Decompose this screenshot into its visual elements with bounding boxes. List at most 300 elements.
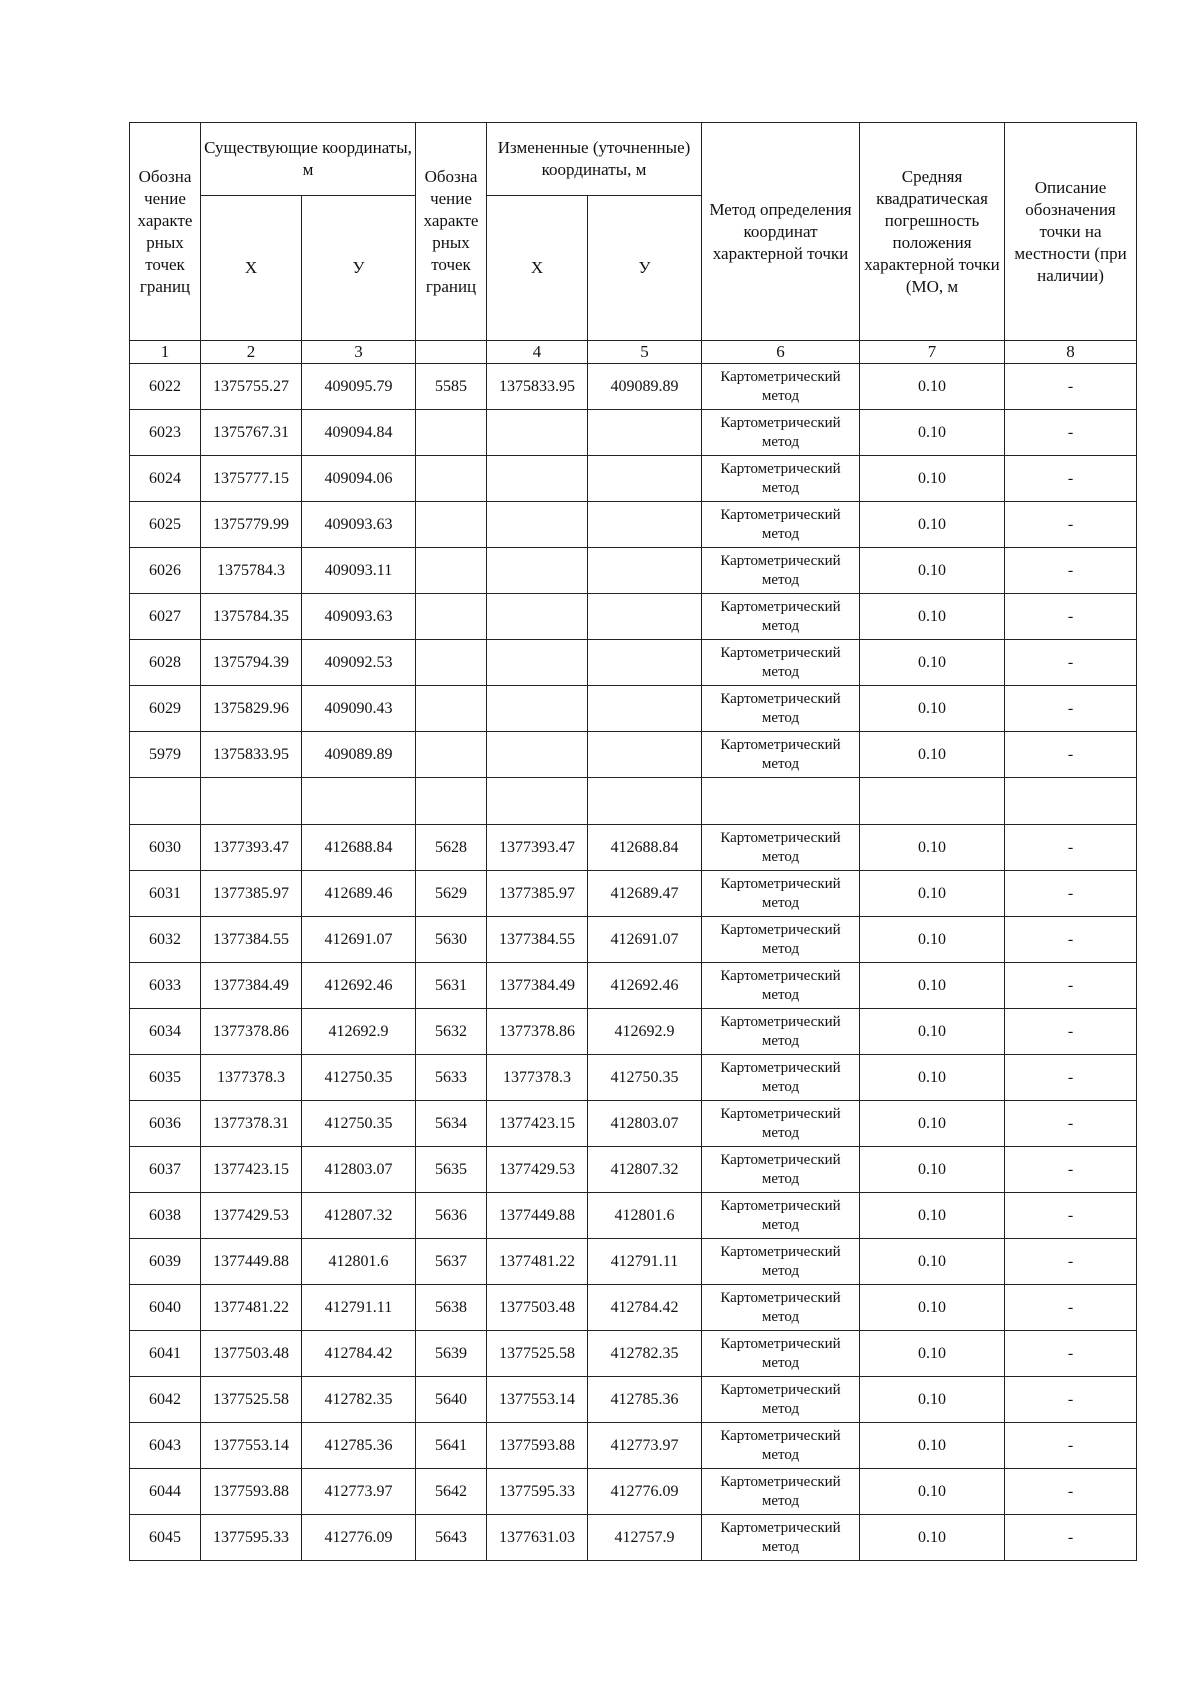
cell-point-id: 6044 — [130, 1469, 201, 1515]
cell-point-id: 6024 — [130, 456, 201, 502]
method-label: Картометрический метод — [720, 414, 841, 450]
cell-error: 0.10 — [860, 732, 1005, 778]
cell-existing-x: 1377385.97 — [201, 871, 302, 917]
cell-changed-y: 412692.46 — [588, 963, 702, 1009]
cell-point-id: 6031 — [130, 871, 201, 917]
cell-description: - — [1005, 410, 1137, 456]
cell-existing-y: 412785.36 — [302, 1423, 416, 1469]
column-numbers-row — [130, 341, 1137, 364]
cell-point-id: 6033 — [130, 963, 201, 1009]
cell-error: 0.10 — [860, 1147, 1005, 1193]
cell-existing-x: 1377481.22 — [201, 1285, 302, 1331]
cell-method — [702, 548, 860, 594]
cell-new-point-id: 5641 — [416, 1423, 487, 1469]
cell-point-id: 6029 — [130, 686, 201, 732]
table-row — [130, 1515, 1137, 1561]
cell-existing-y: 409095.79 — [302, 364, 416, 410]
cell-method — [702, 640, 860, 686]
table-row — [130, 594, 1137, 640]
cell-new-point-id — [416, 640, 487, 686]
header-error: Средняя квадратическая погрешность положения характерной точки (МО, м — [860, 123, 1005, 341]
cell-existing-y: 412750.35 — [302, 1055, 416, 1101]
cell-changed-x: 1377449.88 — [487, 1193, 588, 1239]
cell-point-id: 6023 — [130, 410, 201, 456]
cell-method — [702, 456, 860, 502]
cell-error: 0.10 — [860, 548, 1005, 594]
table-row — [130, 917, 1137, 963]
cell-error: 0.10 — [860, 825, 1005, 871]
header-changed-y: У — [588, 196, 702, 341]
cell-changed-x — [487, 732, 588, 778]
table-row — [130, 1193, 1137, 1239]
cell-existing-y: 412803.07 — [302, 1147, 416, 1193]
column-number: 3 — [302, 341, 416, 364]
cell-changed-y: 412776.09 — [588, 1469, 702, 1515]
cell-new-point-id: 5632 — [416, 1009, 487, 1055]
cell-description: - — [1005, 825, 1137, 871]
cell-existing-x: 1375767.31 — [201, 410, 302, 456]
table-header — [130, 123, 1137, 341]
cell-existing-y: 409090.43 — [302, 686, 416, 732]
header-method: Метод определения координат характерной точки — [702, 123, 860, 341]
cell-new-point-id: 5585 — [416, 364, 487, 410]
cell-existing-y: 412750.35 — [302, 1101, 416, 1147]
cell-point-id: 6027 — [130, 594, 201, 640]
table-row — [130, 732, 1137, 778]
cell-new-point-id: 5636 — [416, 1193, 487, 1239]
cell-changed-y: 412801.6 — [588, 1193, 702, 1239]
cell-description: - — [1005, 686, 1137, 732]
cell-existing-x: 1375755.27 — [201, 364, 302, 410]
cell-error: 0.10 — [860, 594, 1005, 640]
column-number: 7 — [860, 341, 1005, 364]
cell-changed-x — [487, 548, 588, 594]
cell-changed-y — [588, 594, 702, 640]
cell-method — [702, 502, 860, 548]
cell-description: - — [1005, 364, 1137, 410]
cell-existing-x: 1377378.31 — [201, 1101, 302, 1147]
cell-existing-y: 409093.63 — [302, 594, 416, 640]
cell-description: - — [1005, 1469, 1137, 1515]
column-number — [416, 341, 487, 364]
cell-changed-y: 412784.42 — [588, 1285, 702, 1331]
method-label: Картометрический метод — [720, 1473, 841, 1509]
table-row — [130, 1101, 1137, 1147]
cell-point-id: 6026 — [130, 548, 201, 594]
cell-existing-x: 1377553.14 — [201, 1423, 302, 1469]
table-row — [130, 1331, 1137, 1377]
table-row — [130, 963, 1137, 1009]
cell-point-id: 6045 — [130, 1515, 201, 1561]
cell-changed-x: 1377393.47 — [487, 825, 588, 871]
cell-new-point-id: 5630 — [416, 917, 487, 963]
cell-existing-x: 1377378.3 — [201, 1055, 302, 1101]
cell-changed-y — [588, 410, 702, 456]
cell-new-point-id: 5637 — [416, 1239, 487, 1285]
cell-changed-x: 1377385.97 — [487, 871, 588, 917]
cell-method — [702, 686, 860, 732]
header-description: Описание обозначения точки на местности (при наличии) — [1005, 123, 1137, 341]
cell-point-id: 6022 — [130, 364, 201, 410]
method-label: Картометрический метод — [720, 1335, 841, 1371]
table-row — [130, 548, 1137, 594]
cell-changed-x — [487, 594, 588, 640]
method-label: Картометрический метод — [720, 1105, 841, 1141]
column-number: 2 — [201, 341, 302, 364]
cell-new-point-id — [416, 410, 487, 456]
cell-description: - — [1005, 1147, 1137, 1193]
cell-existing-y: 412692.46 — [302, 963, 416, 1009]
cell-existing-y: 412807.32 — [302, 1193, 416, 1239]
cell-existing-x: 1377595.33 — [201, 1515, 302, 1561]
table-row — [130, 1377, 1137, 1423]
cell-description: - — [1005, 917, 1137, 963]
cell-point-id: 6043 — [130, 1423, 201, 1469]
cell-method — [702, 1331, 860, 1377]
cell-new-point-id: 5635 — [416, 1147, 487, 1193]
table-row — [130, 410, 1137, 456]
cell-method — [702, 1239, 860, 1285]
table-row — [130, 1147, 1137, 1193]
cell-changed-x: 1377481.22 — [487, 1239, 588, 1285]
header-existing-coordinates: Существующие координаты, м — [201, 123, 416, 196]
cell-existing-x: 1375779.99 — [201, 502, 302, 548]
cell-existing-x: 1377525.58 — [201, 1377, 302, 1423]
cell-existing-y: 412691.07 — [302, 917, 416, 963]
cell-changed-y — [588, 732, 702, 778]
column-number: 8 — [1005, 341, 1137, 364]
cell-new-point-id: 5640 — [416, 1377, 487, 1423]
cell-error: 0.10 — [860, 1423, 1005, 1469]
cell-changed-x: 1377378.86 — [487, 1009, 588, 1055]
cell-existing-x: 1377593.88 — [201, 1469, 302, 1515]
cell-point-id: 6035 — [130, 1055, 201, 1101]
table-row — [130, 456, 1137, 502]
cell-method — [702, 1101, 860, 1147]
cell-existing-x: 1375829.96 — [201, 686, 302, 732]
cell-method — [702, 594, 860, 640]
cell-method — [702, 917, 860, 963]
cell-new-point-id: 5631 — [416, 963, 487, 1009]
cell-changed-x: 1377384.49 — [487, 963, 588, 1009]
cell-point-id: 6039 — [130, 1239, 201, 1285]
cell-changed-x: 1377378.3 — [487, 1055, 588, 1101]
cell-changed-y — [588, 456, 702, 502]
cell-changed-y — [588, 686, 702, 732]
table-row — [130, 1009, 1137, 1055]
method-label: Картометрический метод — [720, 1381, 841, 1417]
table-row — [130, 640, 1137, 686]
cell-new-point-id: 5634 — [416, 1101, 487, 1147]
cell-changed-x: 1377553.14 — [487, 1377, 588, 1423]
method-label: Картометрический метод — [720, 644, 841, 680]
table-row — [130, 1239, 1137, 1285]
cell-existing-y: 412791.11 — [302, 1285, 416, 1331]
cell-existing-x: 1375833.95 — [201, 732, 302, 778]
cell-point-id: 6036 — [130, 1101, 201, 1147]
cell-error: 0.10 — [860, 502, 1005, 548]
cell-error: 0.10 — [860, 963, 1005, 1009]
blank-separator-row — [130, 778, 1137, 825]
cell-new-point-id — [416, 548, 487, 594]
cell-error: 0.10 — [860, 364, 1005, 410]
header-changed-coordinates: Измененные (уточненные) координаты, м — [487, 123, 702, 196]
column-number: 4 — [487, 341, 588, 364]
cell-point-id: 6030 — [130, 825, 201, 871]
cell-error: 0.10 — [860, 1285, 1005, 1331]
cell-point-id: 6025 — [130, 502, 201, 548]
table-row — [130, 825, 1137, 871]
cell-existing-x: 1377393.47 — [201, 825, 302, 871]
cell-error: 0.10 — [860, 1515, 1005, 1561]
cell-new-point-id: 5633 — [416, 1055, 487, 1101]
cell-new-point-id: 5639 — [416, 1331, 487, 1377]
cell-method — [702, 825, 860, 871]
cell-changed-x: 1377525.58 — [487, 1331, 588, 1377]
cell-new-point-id: 5638 — [416, 1285, 487, 1331]
table-row — [130, 1285, 1137, 1331]
cell-changed-y: 412803.07 — [588, 1101, 702, 1147]
method-label: Картометрический метод — [720, 1197, 841, 1233]
cell-changed-x — [487, 502, 588, 548]
cell-existing-x: 1377384.55 — [201, 917, 302, 963]
cell-changed-y: 412691.07 — [588, 917, 702, 963]
cell-new-point-id: 5643 — [416, 1515, 487, 1561]
cell-point-id: 6038 — [130, 1193, 201, 1239]
cell-error: 0.10 — [860, 1331, 1005, 1377]
cell-error: 0.10 — [860, 1377, 1005, 1423]
blank-cell — [588, 778, 702, 825]
cell-changed-y: 412688.84 — [588, 825, 702, 871]
blank-cell — [1005, 778, 1137, 825]
cell-changed-y: 412791.11 — [588, 1239, 702, 1285]
cell-description: - — [1005, 1285, 1137, 1331]
cell-changed-x: 1377593.88 — [487, 1423, 588, 1469]
column-number: 1 — [130, 341, 201, 364]
cell-description: - — [1005, 1331, 1137, 1377]
cell-existing-y: 409093.63 — [302, 502, 416, 548]
cell-new-point-id: 5642 — [416, 1469, 487, 1515]
cell-description: - — [1005, 548, 1137, 594]
cell-error: 0.10 — [860, 640, 1005, 686]
blank-cell — [130, 778, 201, 825]
cell-method — [702, 732, 860, 778]
cell-new-point-id — [416, 732, 487, 778]
cell-method — [702, 1377, 860, 1423]
column-number: 6 — [702, 341, 860, 364]
cell-error: 0.10 — [860, 1009, 1005, 1055]
cell-error: 0.10 — [860, 871, 1005, 917]
cell-description: - — [1005, 1423, 1137, 1469]
cell-description: - — [1005, 594, 1137, 640]
cell-changed-x — [487, 640, 588, 686]
cell-existing-y: 409093.11 — [302, 548, 416, 594]
cell-existing-y: 409094.06 — [302, 456, 416, 502]
cell-error: 0.10 — [860, 917, 1005, 963]
cell-existing-x: 1377449.88 — [201, 1239, 302, 1285]
cell-method — [702, 1469, 860, 1515]
cell-changed-y — [588, 640, 702, 686]
cell-description: - — [1005, 1377, 1137, 1423]
cell-description: - — [1005, 1101, 1137, 1147]
cell-changed-x: 1377384.55 — [487, 917, 588, 963]
cell-method — [702, 1193, 860, 1239]
cell-changed-y — [588, 548, 702, 594]
blank-cell — [702, 778, 860, 825]
cell-changed-x: 1377429.53 — [487, 1147, 588, 1193]
method-label: Картометрический метод — [720, 736, 841, 772]
cell-existing-y: 412801.6 — [302, 1239, 416, 1285]
cell-changed-x: 1377423.15 — [487, 1101, 588, 1147]
column-number: 5 — [588, 341, 702, 364]
cell-description: - — [1005, 732, 1137, 778]
method-label: Картометрический метод — [720, 1243, 841, 1279]
method-label: Картометрический метод — [720, 1289, 841, 1325]
cell-existing-y: 412773.97 — [302, 1469, 416, 1515]
cell-changed-y: 412757.9 — [588, 1515, 702, 1561]
cell-changed-x — [487, 410, 588, 456]
header-existing-x: Х — [201, 196, 302, 341]
method-label: Картометрический метод — [720, 875, 841, 911]
table-row — [130, 1469, 1137, 1515]
table-row — [130, 364, 1137, 410]
blank-cell — [487, 778, 588, 825]
cell-method — [702, 364, 860, 410]
method-label: Картометрический метод — [720, 368, 841, 404]
table-row — [130, 871, 1137, 917]
cell-error: 0.10 — [860, 686, 1005, 732]
cell-changed-x: 1377631.03 — [487, 1515, 588, 1561]
cell-existing-y: 412784.42 — [302, 1331, 416, 1377]
cell-error: 0.10 — [860, 1469, 1005, 1515]
cell-existing-x: 1377378.86 — [201, 1009, 302, 1055]
cell-existing-y: 412688.84 — [302, 825, 416, 871]
cell-changed-x: 1377503.48 — [487, 1285, 588, 1331]
cell-existing-y: 412776.09 — [302, 1515, 416, 1561]
cell-point-id: 6042 — [130, 1377, 201, 1423]
cell-method — [702, 1009, 860, 1055]
method-label: Картометрический метод — [720, 921, 841, 957]
cell-description: - — [1005, 963, 1137, 1009]
coordinates-table — [129, 122, 1137, 1561]
table-row — [130, 1055, 1137, 1101]
cell-existing-y: 412689.46 — [302, 871, 416, 917]
cell-changed-y: 412807.32 — [588, 1147, 702, 1193]
method-label: Картометрический метод — [720, 552, 841, 588]
cell-existing-x: 1377384.49 — [201, 963, 302, 1009]
cell-existing-y: 409089.89 — [302, 732, 416, 778]
cell-point-id: 5979 — [130, 732, 201, 778]
method-label: Картометрический метод — [720, 1059, 841, 1095]
cell-changed-y — [588, 502, 702, 548]
cell-existing-x: 1377423.15 — [201, 1147, 302, 1193]
cell-method — [702, 1423, 860, 1469]
cell-new-point-id — [416, 686, 487, 732]
cell-changed-y: 412692.9 — [588, 1009, 702, 1055]
cell-new-point-id — [416, 456, 487, 502]
cell-existing-y: 412692.9 — [302, 1009, 416, 1055]
method-label: Картометрический метод — [720, 1013, 841, 1049]
cell-changed-y: 412689.47 — [588, 871, 702, 917]
cell-changed-x: 1375833.95 — [487, 364, 588, 410]
cell-existing-x: 1377503.48 — [201, 1331, 302, 1377]
cell-point-id: 6040 — [130, 1285, 201, 1331]
cell-changed-y: 412750.35 — [588, 1055, 702, 1101]
method-label: Картометрический метод — [720, 1519, 841, 1555]
cell-description: - — [1005, 871, 1137, 917]
cell-changed-x — [487, 686, 588, 732]
blank-cell — [416, 778, 487, 825]
method-label: Картометрический метод — [720, 460, 841, 496]
method-label: Картометрический метод — [720, 967, 841, 1003]
cell-changed-x: 1377595.33 — [487, 1469, 588, 1515]
cell-existing-x: 1375777.15 — [201, 456, 302, 502]
cell-point-id: 6032 — [130, 917, 201, 963]
cell-existing-y: 409094.84 — [302, 410, 416, 456]
cell-error: 0.10 — [860, 1101, 1005, 1147]
cell-existing-x: 1375794.39 — [201, 640, 302, 686]
blank-cell — [201, 778, 302, 825]
header-point-designation-new: Обозна чение характе рных точек границ — [416, 123, 487, 341]
cell-point-id: 6028 — [130, 640, 201, 686]
method-label: Картометрический метод — [720, 598, 841, 634]
cell-error: 0.10 — [860, 1239, 1005, 1285]
cell-description: - — [1005, 1009, 1137, 1055]
cell-error: 0.10 — [860, 1055, 1005, 1101]
cell-description: - — [1005, 456, 1137, 502]
cell-new-point-id — [416, 502, 487, 548]
cell-error: 0.10 — [860, 410, 1005, 456]
cell-description: - — [1005, 1193, 1137, 1239]
cell-existing-x: 1375784.3 — [201, 548, 302, 594]
table-row — [130, 502, 1137, 548]
table-body — [130, 341, 1137, 1561]
cell-description: - — [1005, 1055, 1137, 1101]
method-label: Картометрический метод — [720, 829, 841, 865]
cell-existing-x: 1377429.53 — [201, 1193, 302, 1239]
cell-description: - — [1005, 502, 1137, 548]
cell-method — [702, 1285, 860, 1331]
cell-method — [702, 410, 860, 456]
cell-method — [702, 1055, 860, 1101]
cell-description: - — [1005, 1515, 1137, 1561]
table-row — [130, 686, 1137, 732]
cell-changed-y: 412785.36 — [588, 1377, 702, 1423]
cell-point-id: 6037 — [130, 1147, 201, 1193]
cell-method — [702, 1147, 860, 1193]
method-label: Картометрический метод — [720, 506, 841, 542]
cell-changed-y: 412782.35 — [588, 1331, 702, 1377]
header-existing-y: У — [302, 196, 416, 341]
cell-method — [702, 871, 860, 917]
method-label: Картометрический метод — [720, 690, 841, 726]
cell-existing-y: 412782.35 — [302, 1377, 416, 1423]
cell-new-point-id: 5629 — [416, 871, 487, 917]
cell-error: 0.10 — [860, 1193, 1005, 1239]
cell-new-point-id: 5628 — [416, 825, 487, 871]
cell-changed-x — [487, 456, 588, 502]
cell-description: - — [1005, 640, 1137, 686]
cell-description: - — [1005, 1239, 1137, 1285]
method-label: Картометрический метод — [720, 1427, 841, 1463]
cell-existing-y: 409092.53 — [302, 640, 416, 686]
cell-method — [702, 963, 860, 1009]
blank-cell — [302, 778, 416, 825]
cell-changed-y: 409089.89 — [588, 364, 702, 410]
cell-point-id: 6041 — [130, 1331, 201, 1377]
cell-method — [702, 1515, 860, 1561]
cell-existing-x: 1375784.35 — [201, 594, 302, 640]
